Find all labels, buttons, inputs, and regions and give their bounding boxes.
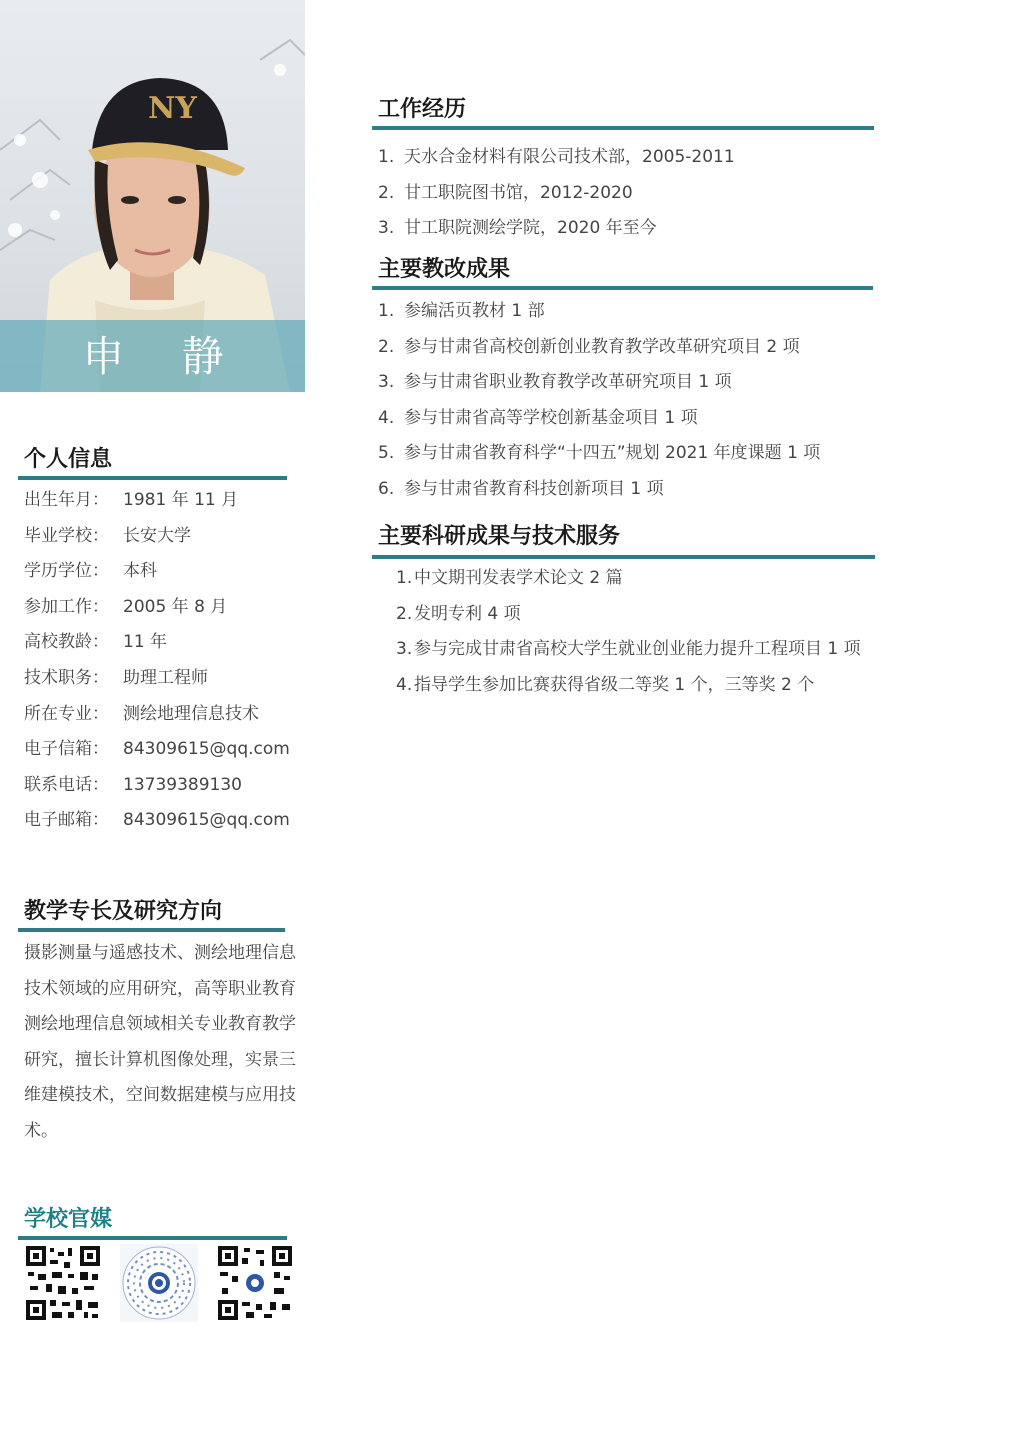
research-divider xyxy=(372,555,875,559)
list-item xyxy=(378,407,698,429)
info-row xyxy=(24,631,167,653)
sidebar xyxy=(0,0,305,1448)
list-text: 参与甘肃省职业教育教学改革研究项目 1 项 xyxy=(404,372,732,393)
list-number: 4. xyxy=(378,407,395,428)
info-key: 参加工作： xyxy=(24,596,109,617)
teaching-divider xyxy=(372,286,873,290)
list-number: 2. xyxy=(378,336,395,357)
list-number: 2. xyxy=(396,603,413,624)
expertise-text: 摄影测量与遥感技术、测绘地理信息技术领域的应用研究，高等职业教育测绘地理信息领域相关专业教育教学研究，擅长计算机图像处理，实景三维建模技术，空间数据建模与应用技术。 xyxy=(24,943,296,1141)
list-item xyxy=(378,336,800,358)
info-row xyxy=(24,489,238,511)
info-key: 所在专业： xyxy=(24,703,109,724)
info-value: 本科 xyxy=(123,561,157,582)
list-text: 中文期刊发表学术论文 2 篇 xyxy=(414,568,623,588)
list-item xyxy=(378,217,657,239)
list-number: 3. xyxy=(378,218,395,239)
list-item xyxy=(378,371,732,393)
list-item xyxy=(378,300,545,322)
svg-text:NY: NY xyxy=(148,91,197,126)
list-item xyxy=(378,478,664,500)
info-key: 技术职务： xyxy=(24,668,109,688)
school-media-divider xyxy=(18,1236,287,1240)
info-key: 毕业学校： xyxy=(24,525,109,546)
mini-program-code-icon[interactable] xyxy=(120,1244,198,1322)
list-text: 发明专利 4 项 xyxy=(414,603,521,624)
info-value: 1981 年 11 月 xyxy=(123,490,239,510)
expertise-title: 教学专长及研究方向 xyxy=(24,899,223,924)
work-divider xyxy=(372,126,874,130)
info-row xyxy=(24,560,157,582)
teaching-title: 主要教改成果 xyxy=(378,257,511,282)
info-key: 出生年月： xyxy=(24,490,109,510)
info-value: 11 年 xyxy=(123,632,168,653)
list-text: 参与甘肃省教育科技创新项目 1 项 xyxy=(404,479,664,499)
list-item xyxy=(378,442,820,464)
list-item xyxy=(378,182,633,204)
list-number: 1. xyxy=(378,301,395,321)
info-row xyxy=(24,703,259,725)
list-text: 参与甘肃省高校创新创业教育教学改革研究项目 2 项 xyxy=(404,336,800,357)
list-item xyxy=(378,146,735,168)
list-number: 4. xyxy=(396,674,413,695)
list-item xyxy=(396,638,861,660)
info-row xyxy=(24,667,208,689)
info-value: 84309615@qq.com xyxy=(123,739,290,760)
list-number: 5. xyxy=(378,443,395,464)
list-item xyxy=(396,674,814,696)
info-value: 长安大学 xyxy=(123,525,191,546)
info-row xyxy=(24,525,191,547)
qr-code-logo-icon[interactable] xyxy=(216,1244,294,1322)
school-media-title: 学校官媒 xyxy=(24,1207,113,1232)
personal-info-title: 个人信息 xyxy=(24,447,113,472)
list-text: 参与完成甘肃省高校大学生就业创业能力提升工程项目 1 项 xyxy=(414,639,861,660)
info-value: 13739389130 xyxy=(123,774,242,795)
list-item xyxy=(396,603,521,625)
list-text: 参与甘肃省高等学校创新基金项目 1 项 xyxy=(404,407,698,428)
info-key: 电子邮箱： xyxy=(24,810,109,831)
info-key: 学历学位： xyxy=(24,561,109,582)
expertise-divider xyxy=(18,928,285,932)
profile-name: 申 静 xyxy=(82,332,246,381)
list-text: 甘工职院图书馆，2012-2020 xyxy=(404,182,633,203)
info-value: 2005 年 8 月 xyxy=(123,596,228,617)
info-key: 电子信箱： xyxy=(24,739,109,760)
info-row xyxy=(24,738,290,760)
info-row xyxy=(24,596,227,618)
list-text: 指导学生参加比赛获得省级二等奖 1 个，三等奖 2 个 xyxy=(414,674,815,695)
list-text: 参编活页教材 1 部 xyxy=(404,301,545,321)
list-text: 天水合金材料有限公司技术部，2005-2011 xyxy=(404,147,735,167)
list-item xyxy=(396,567,623,589)
info-key: 高校教龄： xyxy=(24,632,109,653)
personal-info-divider xyxy=(18,476,287,480)
qr-code-icon[interactable] xyxy=(24,1244,102,1322)
list-number: 3. xyxy=(396,639,413,660)
info-value: 测绘地理信息技术 xyxy=(123,703,259,724)
list-number: 3. xyxy=(378,372,395,393)
research-title: 主要科研成果与技术服务 xyxy=(378,524,621,549)
work-title: 工作经历 xyxy=(378,97,467,122)
info-value: 助理工程师 xyxy=(123,668,208,688)
list-text: 甘工职院测绘学院，2020 年至今 xyxy=(404,218,657,239)
info-row xyxy=(24,774,242,796)
list-text: 参与甘肃省教育科学“十四五”规划 2021 年度课题 1 项 xyxy=(404,443,821,464)
info-value: 84309615@qq.com xyxy=(123,810,290,831)
list-number: 1. xyxy=(396,568,413,588)
list-number: 2. xyxy=(378,182,395,203)
list-number: 6. xyxy=(378,479,395,499)
info-row xyxy=(24,809,290,831)
list-number: 1. xyxy=(378,147,395,167)
info-key: 联系电话： xyxy=(24,774,109,795)
